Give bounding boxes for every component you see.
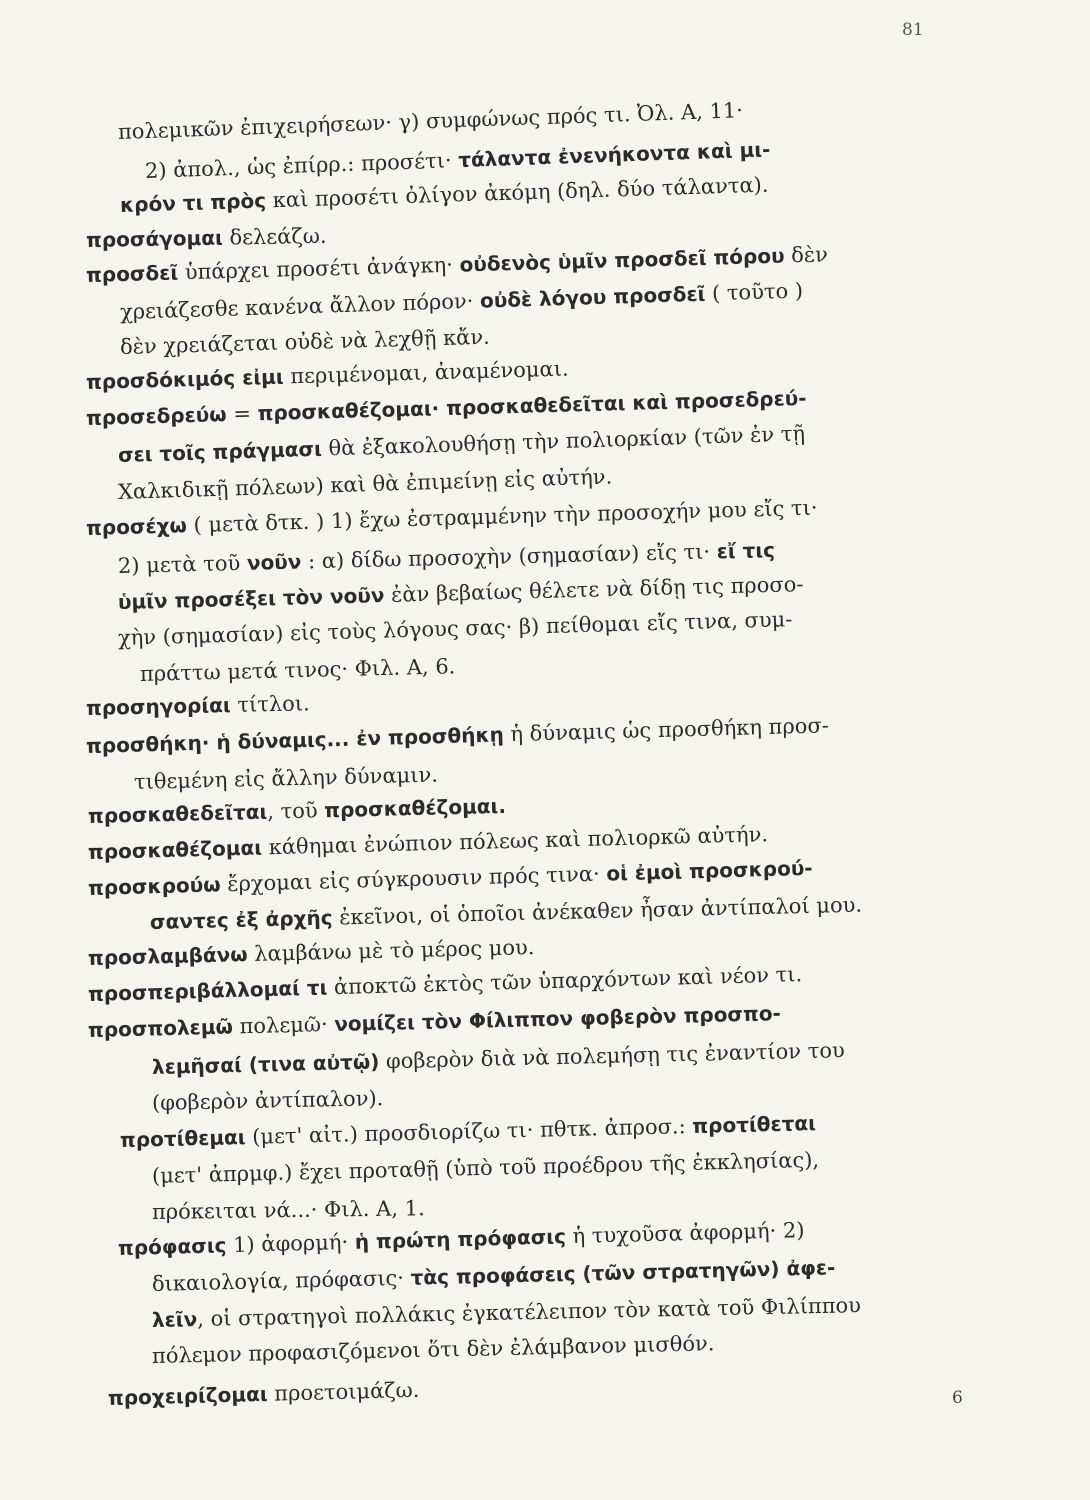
entry-term: προτίθεμαι <box>119 1124 246 1152</box>
entry-text: τιθεμένη εἰς ἄλλην δύναμιν. <box>133 762 439 794</box>
entry-term: προσκαθεδεῖται <box>87 799 268 828</box>
entry-term: προτίθεται <box>692 1110 817 1139</box>
entry-text: (μετ' ἀπρμφ.) ἔχει προταθῇ (ὑπὸ τοῦ προέδρου τῆς ἐκκλησίας), <box>151 1147 820 1188</box>
entry-term: προσέχω <box>85 513 188 540</box>
entry-term: τάλαντα ἐνενήκοντα καὶ μι- <box>457 137 771 173</box>
entry-text: δελεάζω. <box>222 223 327 250</box>
entry-term: προσπεριβάλλομαί τι <box>87 975 328 1006</box>
text-line <box>88 933 535 972</box>
entry-text: ὑπάρχει προσέτι ἀνάγκη· <box>177 252 460 285</box>
entry-term: τὰς προφάσεις (τῶν στρατηγῶν) ἀφε- <box>410 1255 836 1290</box>
entry-term: λεῖν <box>151 1307 198 1332</box>
entry-term: προσεδρεύω <box>85 402 227 430</box>
entry-term: ὑμῖν προσέξει τὸν νοῦν <box>117 583 385 614</box>
entry-text: ἐκεῖνοι, οἱ ὁποῖοι ἀνέκαθεν ἦσαν ἀντίπαλοί μου. <box>332 892 863 930</box>
entry-text: χὴν (σημασίαν) εἰς τοὺς λόγους σας· β) πείθομαι εἴς τινα, συμ- <box>117 607 793 650</box>
entry-text: 1) ἀφορμή· <box>226 1229 356 1258</box>
entry-term: προσλαμβάνω <box>87 942 248 970</box>
page-number: 81 <box>902 20 924 40</box>
text-line <box>152 1146 820 1190</box>
entry-text: ἡ τυχοῦσα ἀφορμή· 2) <box>565 1218 805 1249</box>
entry-term: προσπολεμῶ <box>87 1014 234 1042</box>
entry-term: προσκρούω <box>87 872 221 900</box>
entry-text: δὲν χρειάζεται οὐδὲ νὰ λεχθῇ κἄν. <box>119 324 491 359</box>
entry-text: = <box>226 401 258 427</box>
entry-term: προσδεῖ <box>85 260 179 287</box>
text-line <box>120 1109 817 1154</box>
entry-text: , οἱ στρατηγοὶ πολλάκις ἐγκατέλειπον τὸν κατὰ τοῦ Φιλίππου <box>196 1293 862 1332</box>
entry-text: ( τοῦτο ) <box>704 278 804 306</box>
entry-term: λεμῆσαί (τινα αὐτῷ) <box>151 1049 380 1079</box>
entry-text: 2) ἀπολ., ὡς ἐπίρρ.: προσέτι· <box>144 148 459 183</box>
entry-text: λαμβάνω μὲ τὸ μέρος μου. <box>247 935 535 967</box>
entry-text: δὲν <box>784 242 829 268</box>
entry-text: (μετ' αἰτ.) προσδιορίζω τι· πθτκ. ἀπροσ.: <box>245 1114 693 1149</box>
text-line <box>152 1036 845 1081</box>
entry-text: προετοιμάζω. <box>267 1377 420 1406</box>
entry-text: τίτλοι. <box>230 691 310 717</box>
text-line <box>152 1084 384 1117</box>
entry-term: κρόν τι πρὸς <box>119 188 267 217</box>
entry-term: ἡ πρώτη πρόφασις <box>354 1224 567 1254</box>
entry-term: σει τοῖς πράγμασι <box>117 436 323 467</box>
entry-term: εἴ τις <box>716 537 776 564</box>
entry-term: νοῦν <box>246 549 302 575</box>
entry-term: προσκαθέζομαι· προσκαθεδεῖται καὶ προσεδρεύ- <box>257 385 807 426</box>
entry-term: σαντες ἐξ ἀρχῆς <box>149 905 333 934</box>
entry-term: προσηγορίαι <box>85 692 231 720</box>
entry-text: ἐὰν βεβαίως θέλετε νὰ δίδῃ τις προσο- <box>384 572 804 608</box>
entry-term: οὐδὲ λόγου προσδεῖ <box>479 281 706 313</box>
entry-text: : α) δίδω προσοχὴν (σημασίαν) εἴς τι· <box>301 539 717 574</box>
entry-text: πολεμικῶν ἐπιχειρήσεων· γ) συμφώνως πρός τι. Ὀλ. Α, 11· <box>117 98 744 144</box>
entry-term: προσκαθέζομαι. <box>323 793 507 823</box>
text-line <box>152 1329 715 1370</box>
entry-text: 2) μετὰ τοῦ <box>117 550 248 578</box>
entry-term: οὐδενὸς ὑμῖν προσδεῖ πόρου <box>459 243 785 277</box>
entry-term: νομίζει τὸν Φίλιππον φοβερὸν προσπο- <box>333 1001 782 1036</box>
entry-text: καὶ προσέτι ὀλίγον ἀκόμη (δηλ. δύο τάλαντα). <box>265 172 769 213</box>
entry-text: Χαλκιδικῇ πόλεων) καὶ θὰ ἐπιμείνῃ εἰς αὐτήν. <box>117 464 613 504</box>
entry-text: πολεμῶ· <box>232 1011 335 1039</box>
entry-text: κάθημαι ἐνώπιον πόλεως καὶ πολιορκῶ αὐτήν. <box>261 822 769 860</box>
text-line <box>118 462 613 506</box>
entry-text: δικαιολογία, πρόφασις· <box>151 1265 411 1296</box>
entry-text: ( μετὰ δτκ. ) 1) ἔχω ἐστραμμένην τὴν προσοχήν μου εἴς τι· <box>186 495 818 538</box>
entry-text: χρειάζεσθε κανένα ἄλλον πόρον· <box>119 288 481 324</box>
entry-text: θὰ ἐξακολουθήσῃ τὴν πολιορκίαν (τῶν ἐν τῇ <box>321 421 806 461</box>
entry-term: προσθήκη· ἡ δύναμις... ἐν προσθήκῃ <box>85 722 505 758</box>
text-line <box>88 999 781 1044</box>
text-line <box>152 1194 425 1226</box>
entry-text: φοβερὸν διὰ νὰ πολεμήσῃ τις ἐναντίον του <box>379 1038 845 1074</box>
entry-text: (φοβερὸν ἀντίπαλον). <box>151 1086 384 1115</box>
entry-text: ἔρχομαι εἰς σύγκρουσιν πρός τινα· <box>220 861 607 897</box>
entry-term: πρόφασις <box>117 1233 227 1260</box>
text-line <box>152 1253 836 1298</box>
entry-text: ἀποκτῶ ἐκτὸς τῶν ὑπαρχόντων καὶ νέον τι. <box>326 962 803 1000</box>
entry-text: πράττω μετά τινος· Φιλ. Α, 6. <box>139 654 456 686</box>
text-line <box>86 222 327 254</box>
entry-term: προσάγομαι <box>85 225 224 252</box>
text-line <box>108 1376 420 1412</box>
text-line <box>140 652 456 688</box>
printer-signature: 6 <box>952 1388 963 1408</box>
entry-text: περιμένομαι, ἀναμένομαι. <box>283 356 569 389</box>
entry-text: πρόκειται νά...· Φιλ. Α, 1. <box>151 1196 425 1224</box>
entry-text: πόλεμον προφασιζόμενοι ὅτι δὲν ἐλάμβανον μισθόν. <box>151 1331 715 1368</box>
entry-text: ἡ δύναμις ὡς προσθήκη προσ- <box>503 713 830 747</box>
entry-term: οἱ ἐμοὶ προσκρού- <box>605 855 813 886</box>
text-line <box>88 792 507 830</box>
entry-term: προχειρίζομαι <box>107 1381 268 1410</box>
text-line <box>150 891 863 936</box>
text-line <box>120 323 491 361</box>
entry-term: προσκαθέζομαι <box>87 835 263 864</box>
text-line <box>134 761 439 796</box>
text-line <box>152 1291 862 1334</box>
text-line <box>86 355 569 396</box>
entry-term: προσδόκιμός εἰμι <box>85 364 284 394</box>
text-line <box>86 689 310 722</box>
entry-text: , τοῦ <box>266 798 325 824</box>
